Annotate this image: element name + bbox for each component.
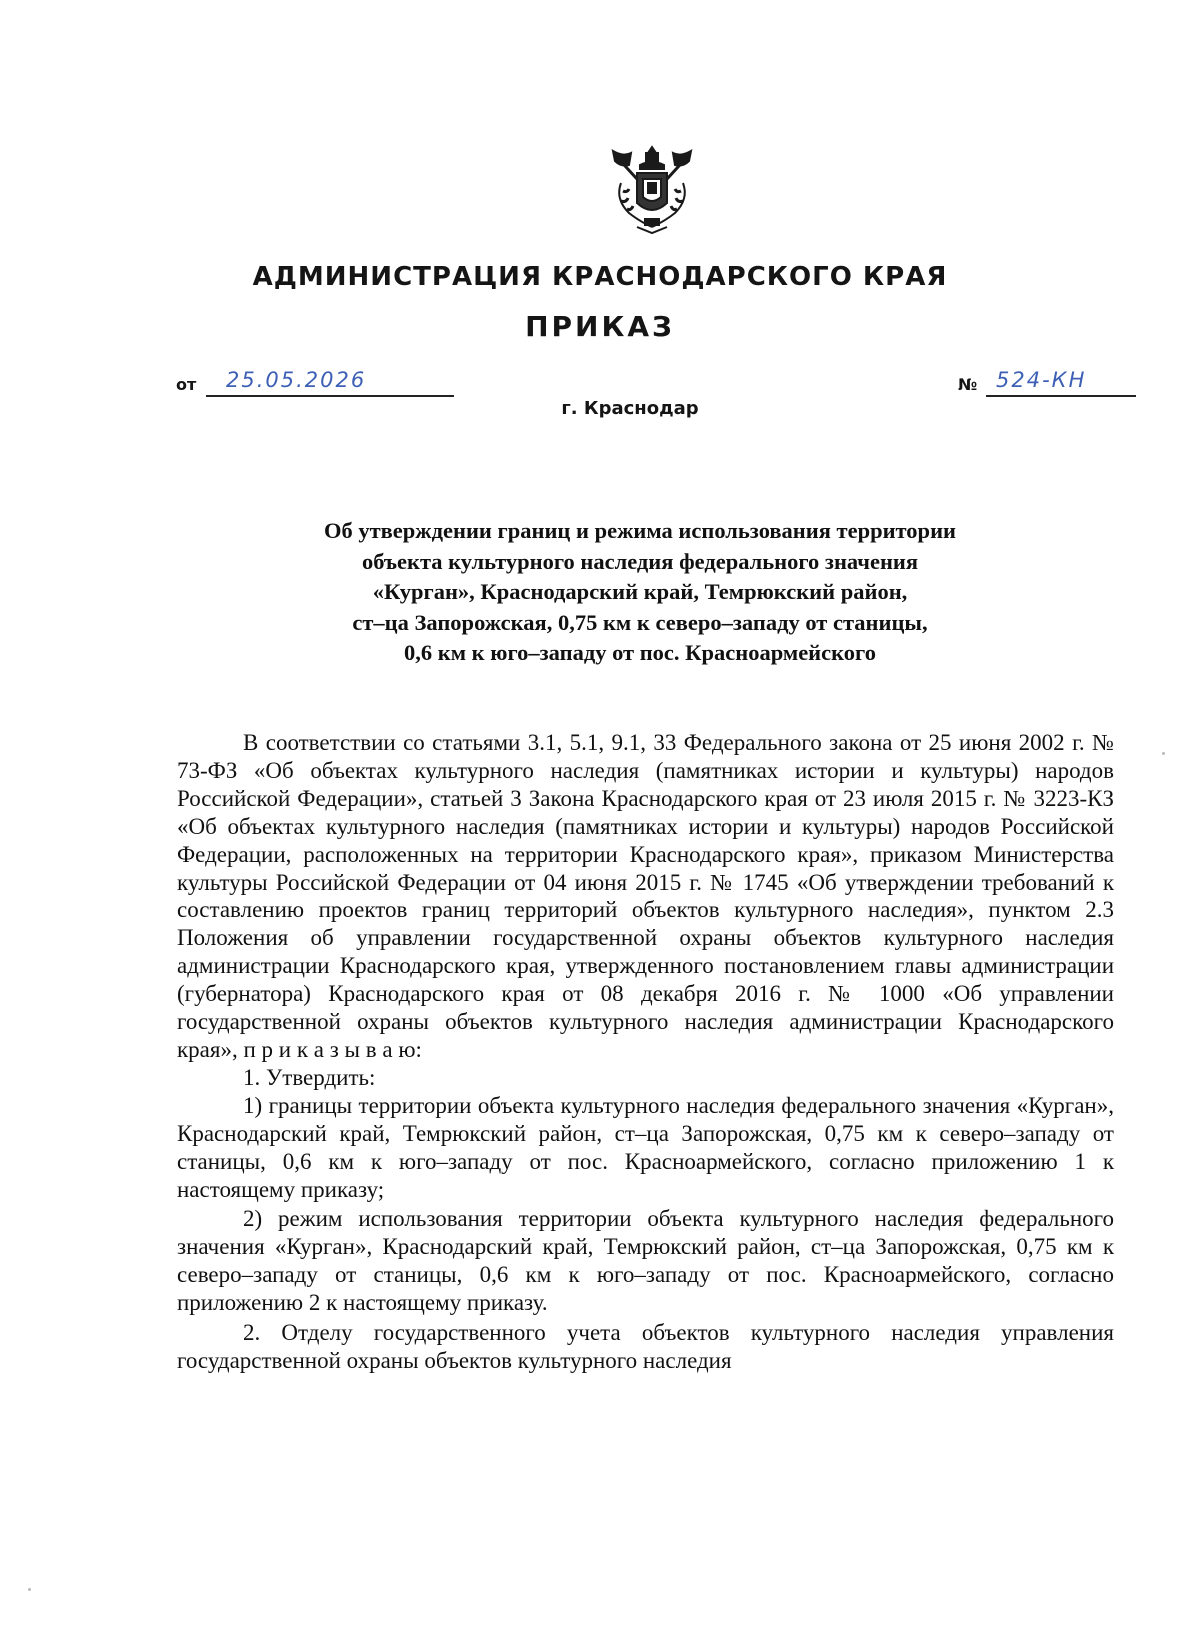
scan-speck — [1162, 752, 1165, 755]
document-title — [180, 516, 1100, 669]
preamble-text: В соответствии со статьями 3.1, 5.1, 9.1, 33 Федерального закона от 25 июня 2002 г. № 73-ФЗ «Об объектах культурного наследия (памятниках истории и культуры) народов Российской Федерации», статьей 3 Закона Краснодарского края от 23 июля 2015 г. № 3223-КЗ «Об объектах культурного наследия (памятниках истории и культуры) народов Российской Федерации, расположенных на территории Краснодарского края», приказом Министерства культуры Российской Федерации от 04 июня 2015 г. № 1745 «Об утверждении требований к составлению проектов границ территорий объектов культурного наследия», пунктом 2.3 Положения об управлении государственной охраны объектов культурного наследия администрации Краснодарского края, утвержденного постановлением главы администрации (губернатора) Краснодарского края от 08 декабря 2016 г. № 1000 «Об управлении государственной охраны объектов культурного наследия администрации Краснодарского края», — [177, 730, 1114, 1062]
title-line: Об утверждении границ и режима использования территории — [323, 518, 957, 543]
title-line: 0,6 км к юго–западу от пос. Красноармейского — [404, 640, 876, 665]
organization-name: АДМИНИСТРАЦИЯ КРАСНОДАРСКОГО КРАЯ — [252, 262, 948, 292]
number-label: № — [958, 375, 978, 394]
item-1-1: 1) границы территории объекта культурного наследия федерального значения «Курган», Краснодарский край, Темрюкский район, ст–ца Запорожская, 0,75 км к северо–западу от станицы, 0,6 км к юго–западу от пос. Красноармейского, согласно приложению 1 к настоящему приказу; — [177, 1092, 1114, 1202]
title-line: «Курган», Краснодарский край, Темрюкский район, — [372, 579, 908, 604]
number-field — [958, 366, 1138, 406]
number-underline — [986, 395, 1136, 397]
scan-speck — [28, 1588, 31, 1591]
order-word: п р и к а з ы в а ю: — [243, 1036, 422, 1062]
coat-of-arms-emblem-icon — [607, 143, 697, 235]
date-underline — [206, 395, 454, 397]
item-1-2: 2) режим использования территории объекта культурного наследия федерального значения «Курган», Краснодарский край, Темрюкский район, ст–ца Запорожская, 0,75 км к северо–западу от станицы, 0,6 км к юго–западу от пос. Красноармейского, согласно приложению 2 к настоящему приказу. — [177, 1206, 1114, 1316]
item-2: 2. Отделу государственного учета объектов культурного наследия управления государственной охраны объектов культурного наследия — [177, 1320, 1114, 1373]
item-1: 1. Утвердить: — [243, 1064, 376, 1090]
document-body — [177, 729, 1114, 1375]
handwritten-number: 524-КН — [996, 368, 1087, 392]
document-type: ПРИКАЗ — [525, 310, 675, 343]
city-name: г. Краснодар — [561, 398, 699, 419]
title-line: ст–ца Запорожская, 0,75 км к северо–западу от станицы, — [352, 609, 928, 635]
handwritten-date: 25.05.2026 — [226, 368, 367, 392]
date-label: от — [176, 375, 197, 394]
title-line: объекта культурного наследия федерального значения — [361, 548, 919, 574]
preamble-paragraph — [177, 729, 1114, 1064]
